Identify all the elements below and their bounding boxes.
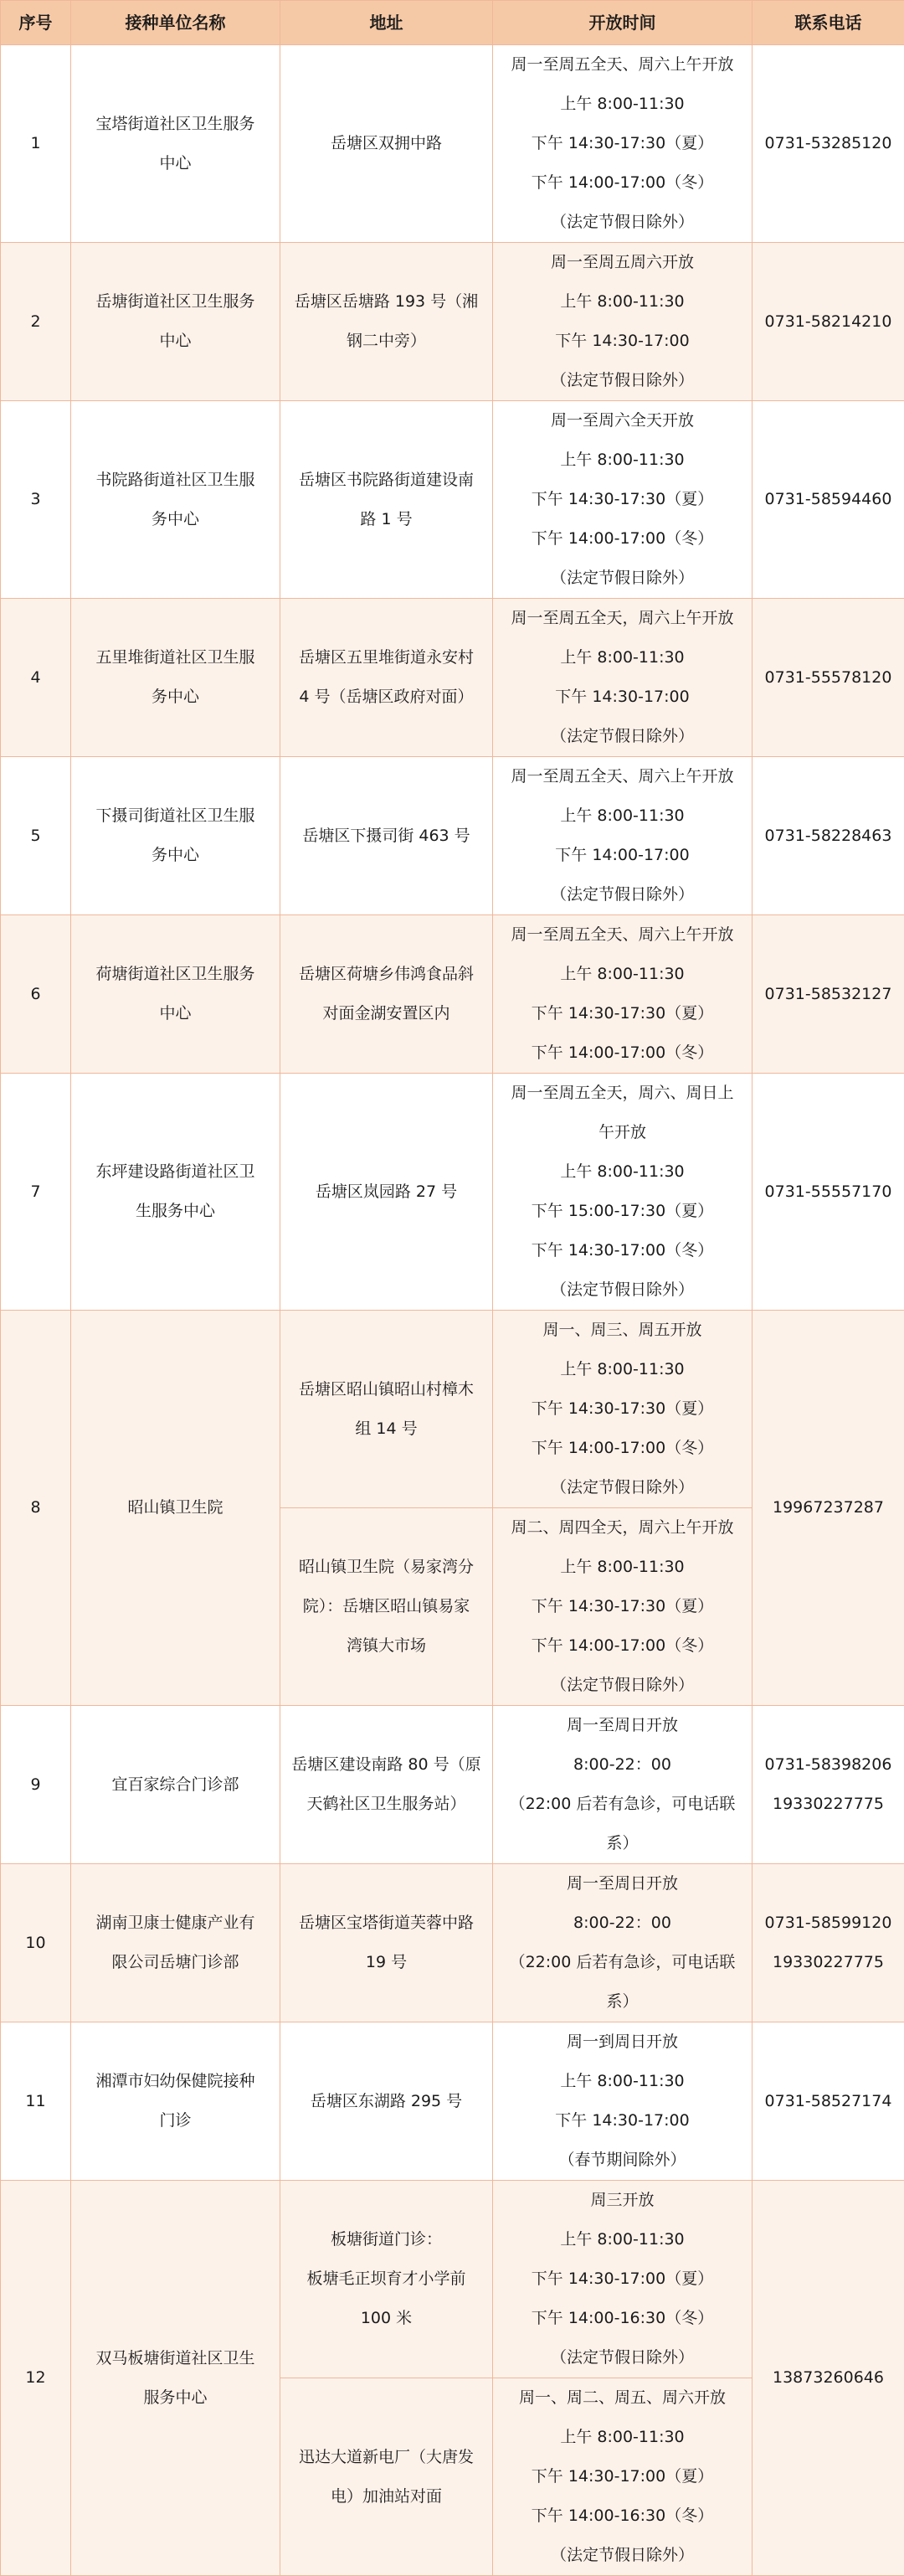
- opening-hours: [493, 2378, 752, 2576]
- opening-hours: [493, 401, 752, 599]
- address-line: 路 1 号: [289, 500, 484, 539]
- header-hours: 开放时间: [493, 1, 752, 45]
- address-line: 岳塘区下摄司街 463 号: [289, 817, 484, 856]
- opening-hours-line: 下午 14:30-17:00: [501, 322, 743, 361]
- opening-hours-line: 下午 14:00-17:00（冬）: [501, 1429, 743, 1468]
- address: [280, 45, 493, 243]
- row-number: 8: [1, 1311, 71, 1706]
- address-line: 岳塘区五里堆街道永安村: [289, 638, 484, 677]
- address-line: 岳塘区宝塔街道芙蓉中路: [289, 1904, 484, 1943]
- address: [280, 401, 493, 599]
- row-number: 5: [1, 757, 71, 915]
- table-row: [1, 2181, 904, 2378]
- address-line: 板塘毛正坝育才小学前: [289, 2259, 484, 2299]
- opening-hours-line: 周一至周日开放: [501, 1864, 743, 1904]
- opening-hours-line: （法定节假日除外）: [501, 875, 743, 914]
- address-line: 天鹤社区卫生服务站）: [289, 1785, 484, 1824]
- table-row: [1, 45, 904, 243]
- address-line: 迅达大道新电厂（大唐发: [289, 2438, 484, 2477]
- table-row: [1, 599, 904, 757]
- opening-hours: [493, 1864, 752, 2022]
- opening-hours-line: （法定节假日除外）: [501, 203, 743, 242]
- phone-number-line: 19330227775: [761, 1943, 896, 1982]
- phone-number: [752, 915, 904, 1074]
- address: [280, 599, 493, 757]
- opening-hours-line: 下午 14:00-16:30（冬）: [501, 2496, 743, 2536]
- table-row: [1, 2022, 904, 2181]
- phone-number: [752, 599, 904, 757]
- unit-name-line: 湘潭市妇幼保健院接种: [80, 2062, 271, 2101]
- unit-name-line: 服务中心: [80, 2378, 271, 2418]
- unit-name: [71, 599, 280, 757]
- unit-name: [71, 1311, 280, 1706]
- opening-hours-line: （法定节假日除外）: [501, 1270, 743, 1310]
- phone-number-line: 0731-55578120: [761, 658, 896, 698]
- opening-hours-line: 下午 14:00-17:00（冬）: [501, 1033, 743, 1073]
- opening-hours-line: 上午 8:00-11:30: [501, 2062, 743, 2101]
- address: [280, 2181, 493, 2378]
- opening-hours-line: 周一至周六全天开放: [501, 401, 743, 440]
- opening-hours-line: （法定节假日除外）: [501, 2536, 743, 2575]
- unit-name-line: 生服务中心: [80, 1192, 271, 1231]
- phone-number: [752, 1864, 904, 2022]
- phone-number: [752, 1311, 904, 1706]
- unit-name-line: 中心: [80, 322, 271, 361]
- opening-hours-line: 周一至周五全天、周六上午开放: [501, 45, 743, 85]
- table-header-row: [1, 1, 904, 45]
- opening-hours-line: 周一至周五周六开放: [501, 243, 743, 282]
- opening-hours-line: 午开放: [501, 1113, 743, 1152]
- opening-hours: [493, 1508, 752, 1706]
- unit-name-line: 务中心: [80, 500, 271, 539]
- opening-hours-line: （22:00 后若有急诊，可电话联: [501, 1785, 743, 1824]
- header-address: 地址: [280, 1, 493, 45]
- unit-name-line: 湖南卫康士健康产业有: [80, 1904, 271, 1943]
- opening-hours-line: 下午 14:30-17:30（夏）: [501, 1587, 743, 1626]
- unit-name-line: 宝塔街道社区卫生服务: [80, 105, 271, 144]
- address-line: 板塘街道门诊：: [289, 2220, 484, 2259]
- header-name: 接种单位名称: [71, 1, 280, 45]
- opening-hours-line: 上午 8:00-11:30: [501, 85, 743, 124]
- opening-hours-line: 上午 8:00-11:30: [501, 1350, 743, 1389]
- unit-name: [71, 2022, 280, 2181]
- address-line: 岳塘区荷塘乡伟鸿食品斜: [289, 955, 484, 994]
- address-line: 岳塘区建设南路 80 号（原: [289, 1745, 484, 1785]
- opening-hours-line: 周一到周日开放: [501, 2022, 743, 2062]
- row-number: 4: [1, 599, 71, 757]
- address: [280, 915, 493, 1074]
- opening-hours: [493, 1706, 752, 1864]
- unit-name-line: 宜百家综合门诊部: [80, 1765, 271, 1805]
- opening-hours-line: 周一至周五全天、周六上午开放: [501, 757, 743, 796]
- unit-name-line: 双马板塘街道社区卫生: [80, 2339, 271, 2378]
- opening-hours-line: （法定节假日除外）: [501, 361, 743, 400]
- opening-hours-line: 周一、周二、周五、周六开放: [501, 2378, 743, 2418]
- phone-number-line: 0731-58214210: [761, 302, 896, 342]
- unit-name-line: 门诊: [80, 2101, 271, 2141]
- opening-hours-line: 下午 14:30-17:30（夏）: [501, 1389, 743, 1429]
- address: [280, 757, 493, 915]
- unit-name-line: 限公司岳塘门诊部: [80, 1943, 271, 1982]
- unit-name: [71, 2181, 280, 2576]
- address-line: 院）：岳塘区昭山镇易家: [289, 1587, 484, 1626]
- opening-hours-line: 周一至周五全天，周六、周日上: [501, 1074, 743, 1113]
- unit-name-line: 中心: [80, 144, 271, 183]
- unit-name-line: 荷塘街道社区卫生服务: [80, 955, 271, 994]
- row-number: 12: [1, 2181, 71, 2576]
- opening-hours-line: 8:00-22：00: [501, 1745, 743, 1785]
- unit-name-line: 务中心: [80, 677, 271, 717]
- address-line: 组 14 号: [289, 1409, 484, 1449]
- address-line: 岳塘区岳塘路 193 号（湘: [289, 282, 484, 322]
- row-number: 11: [1, 2022, 71, 2181]
- phone-number: [752, 45, 904, 243]
- opening-hours-line: 系）: [501, 1982, 743, 2022]
- opening-hours-line: 上午 8:00-11:30: [501, 2220, 743, 2259]
- opening-hours-line: 下午 15:00-17:30（夏）: [501, 1192, 743, 1231]
- table-row: [1, 1074, 904, 1311]
- phone-number-line: 0731-55557170: [761, 1172, 896, 1212]
- unit-name: [71, 757, 280, 915]
- opening-hours-line: 下午 14:30-17:00（冬）: [501, 1231, 743, 1270]
- opening-hours-line: （22:00 后若有急诊，可电话联: [501, 1943, 743, 1982]
- opening-hours: [493, 2022, 752, 2181]
- unit-name-line: 昭山镇卫生院: [80, 1488, 271, 1528]
- opening-hours-line: 系）: [501, 1824, 743, 1863]
- address: [280, 2378, 493, 2576]
- phone-number: [752, 401, 904, 599]
- table-row: [1, 757, 904, 915]
- opening-hours-line: 上午 8:00-11:30: [501, 440, 743, 480]
- opening-hours-line: 周二、周四全天，周六上午开放: [501, 1508, 743, 1548]
- opening-hours-line: 周一至周五全天、周六上午开放: [501, 915, 743, 955]
- opening-hours-line: 下午 14:00-17:00（冬）: [501, 1626, 743, 1666]
- opening-hours: [493, 915, 752, 1074]
- table-row: [1, 1864, 904, 2022]
- opening-hours-line: 周一至周五全天，周六上午开放: [501, 599, 743, 638]
- row-number: 3: [1, 401, 71, 599]
- opening-hours-line: 下午 14:30-17:00: [501, 2101, 743, 2141]
- address-line: 岳塘区东湖路 295 号: [289, 2082, 484, 2121]
- opening-hours-line: 下午 14:30-17:00（夏）: [501, 2259, 743, 2299]
- phone-number-line: 0731-58228463: [761, 817, 896, 856]
- unit-name-line: 中心: [80, 994, 271, 1033]
- table-row: [1, 1706, 904, 1864]
- phone-number: [752, 243, 904, 401]
- unit-name: [71, 1706, 280, 1864]
- header-phone: 联系电话: [752, 1, 904, 45]
- opening-hours: [493, 45, 752, 243]
- phone-number: [752, 757, 904, 915]
- opening-hours-line: （法定节假日除外）: [501, 2338, 743, 2378]
- opening-hours-line: 上午 8:00-11:30: [501, 1548, 743, 1587]
- address-line: 100 米: [289, 2299, 484, 2338]
- phone-number: [752, 2181, 904, 2576]
- phone-number-line: 0731-58398206: [761, 1745, 896, 1785]
- opening-hours-line: 周三开放: [501, 2181, 743, 2220]
- unit-name-line: 东坪建设路街道社区卫: [80, 1152, 271, 1192]
- address-line: 湾镇大市场: [289, 1626, 484, 1666]
- phone-number: [752, 1706, 904, 1864]
- unit-name: [71, 1864, 280, 2022]
- address-line: 电）加油站对面: [289, 2477, 484, 2517]
- address-line: 岳塘区书院路街道建设南: [289, 461, 484, 500]
- opening-hours: [493, 1311, 752, 1508]
- address-line: 19 号: [289, 1943, 484, 1982]
- opening-hours-line: 上午 8:00-11:30: [501, 796, 743, 836]
- table-row: [1, 243, 904, 401]
- unit-name: [71, 45, 280, 243]
- row-number: 7: [1, 1074, 71, 1311]
- address-line: 岳塘区双拥中路: [289, 124, 484, 163]
- unit-name-line: 务中心: [80, 836, 271, 875]
- address: [280, 1074, 493, 1311]
- address: [280, 1311, 493, 1508]
- opening-hours: [493, 2181, 752, 2378]
- phone-number-line: 13873260646: [761, 2358, 896, 2398]
- unit-name: [71, 1074, 280, 1311]
- row-number: 9: [1, 1706, 71, 1864]
- phone-number-line: 0731-58599120: [761, 1904, 896, 1943]
- row-number: 10: [1, 1864, 71, 2022]
- unit-name: [71, 915, 280, 1074]
- opening-hours-line: 下午 14:00-17:00: [501, 836, 743, 875]
- row-number: 1: [1, 45, 71, 243]
- address-line: 岳塘区岚园路 27 号: [289, 1172, 484, 1212]
- table-row: [1, 1311, 904, 1508]
- header-no: 序号: [1, 1, 71, 45]
- unit-name: [71, 401, 280, 599]
- phone-number: [752, 2022, 904, 2181]
- opening-hours-line: 下午 14:00-17:00（冬）: [501, 519, 743, 559]
- opening-hours-line: （法定节假日除外）: [501, 559, 743, 598]
- opening-hours-line: 下午 14:30-17:30（夏）: [501, 480, 743, 519]
- unit-name-line: 书院路街道社区卫生服: [80, 461, 271, 500]
- opening-hours-line: 上午 8:00-11:30: [501, 955, 743, 994]
- opening-hours-line: 上午 8:00-11:30: [501, 638, 743, 677]
- phone-number-line: 0731-58532127: [761, 975, 896, 1014]
- address: [280, 243, 493, 401]
- opening-hours: [493, 243, 752, 401]
- opening-hours: [493, 757, 752, 915]
- opening-hours-line: （法定节假日除外）: [501, 717, 743, 756]
- opening-hours-line: 周一、周三、周五开放: [501, 1311, 743, 1350]
- table-row: [1, 401, 904, 599]
- opening-hours-line: 上午 8:00-11:30: [501, 1152, 743, 1192]
- opening-hours-line: （春节期间除外）: [501, 2141, 743, 2180]
- opening-hours: [493, 599, 752, 757]
- address-line: 昭山镇卫生院（易家湾分: [289, 1548, 484, 1587]
- address: [280, 2022, 493, 2181]
- phone-number-line: 19330227775: [761, 1785, 896, 1824]
- unit-name-line: 五里堆街道社区卫生服: [80, 638, 271, 677]
- unit-name-line: 下摄司街道社区卫生服: [80, 796, 271, 836]
- opening-hours-line: 下午 14:00-16:30（冬）: [501, 2299, 743, 2338]
- opening-hours-line: 下午 14:30-17:30（夏）: [501, 994, 743, 1033]
- phone-number-line: 0731-58527174: [761, 2082, 896, 2121]
- opening-hours-line: 下午 14:30-17:00（夏）: [501, 2457, 743, 2496]
- address: [280, 1508, 493, 1706]
- opening-hours-line: 下午 14:30-17:00: [501, 677, 743, 717]
- address-line: 钢二中旁）: [289, 322, 484, 361]
- unit-name: [71, 243, 280, 401]
- phone-number-line: 0731-58594460: [761, 480, 896, 519]
- address: [280, 1864, 493, 2022]
- opening-hours-line: 下午 14:30-17:30（夏）: [501, 124, 743, 163]
- opening-hours-line: 周一至周日开放: [501, 1706, 743, 1745]
- table-row: [1, 915, 904, 1074]
- phone-number-line: 19967237287: [761, 1488, 896, 1528]
- phone-number-line: 0731-53285120: [761, 124, 896, 163]
- row-number: 2: [1, 243, 71, 401]
- phone-number: [752, 1074, 904, 1311]
- opening-hours: [493, 1074, 752, 1311]
- opening-hours-line: 下午 14:00-17:00（冬）: [501, 163, 743, 203]
- opening-hours-line: 上午 8:00-11:30: [501, 2418, 743, 2457]
- opening-hours-line: （法定节假日除外）: [501, 1666, 743, 1705]
- address-line: 对面金湖安置区内: [289, 994, 484, 1033]
- row-number: 6: [1, 915, 71, 1074]
- unit-name-line: 岳塘街道社区卫生服务: [80, 282, 271, 322]
- address: [280, 1706, 493, 1864]
- opening-hours-line: 上午 8:00-11:30: [501, 282, 743, 322]
- table-body: [1, 45, 904, 2576]
- address-line: 4 号（岳塘区政府对面）: [289, 677, 484, 717]
- opening-hours-line: 8:00-22：00: [501, 1904, 743, 1943]
- address-line: 岳塘区昭山镇昭山村樟木: [289, 1370, 484, 1409]
- opening-hours-line: （法定节假日除外）: [501, 1468, 743, 1507]
